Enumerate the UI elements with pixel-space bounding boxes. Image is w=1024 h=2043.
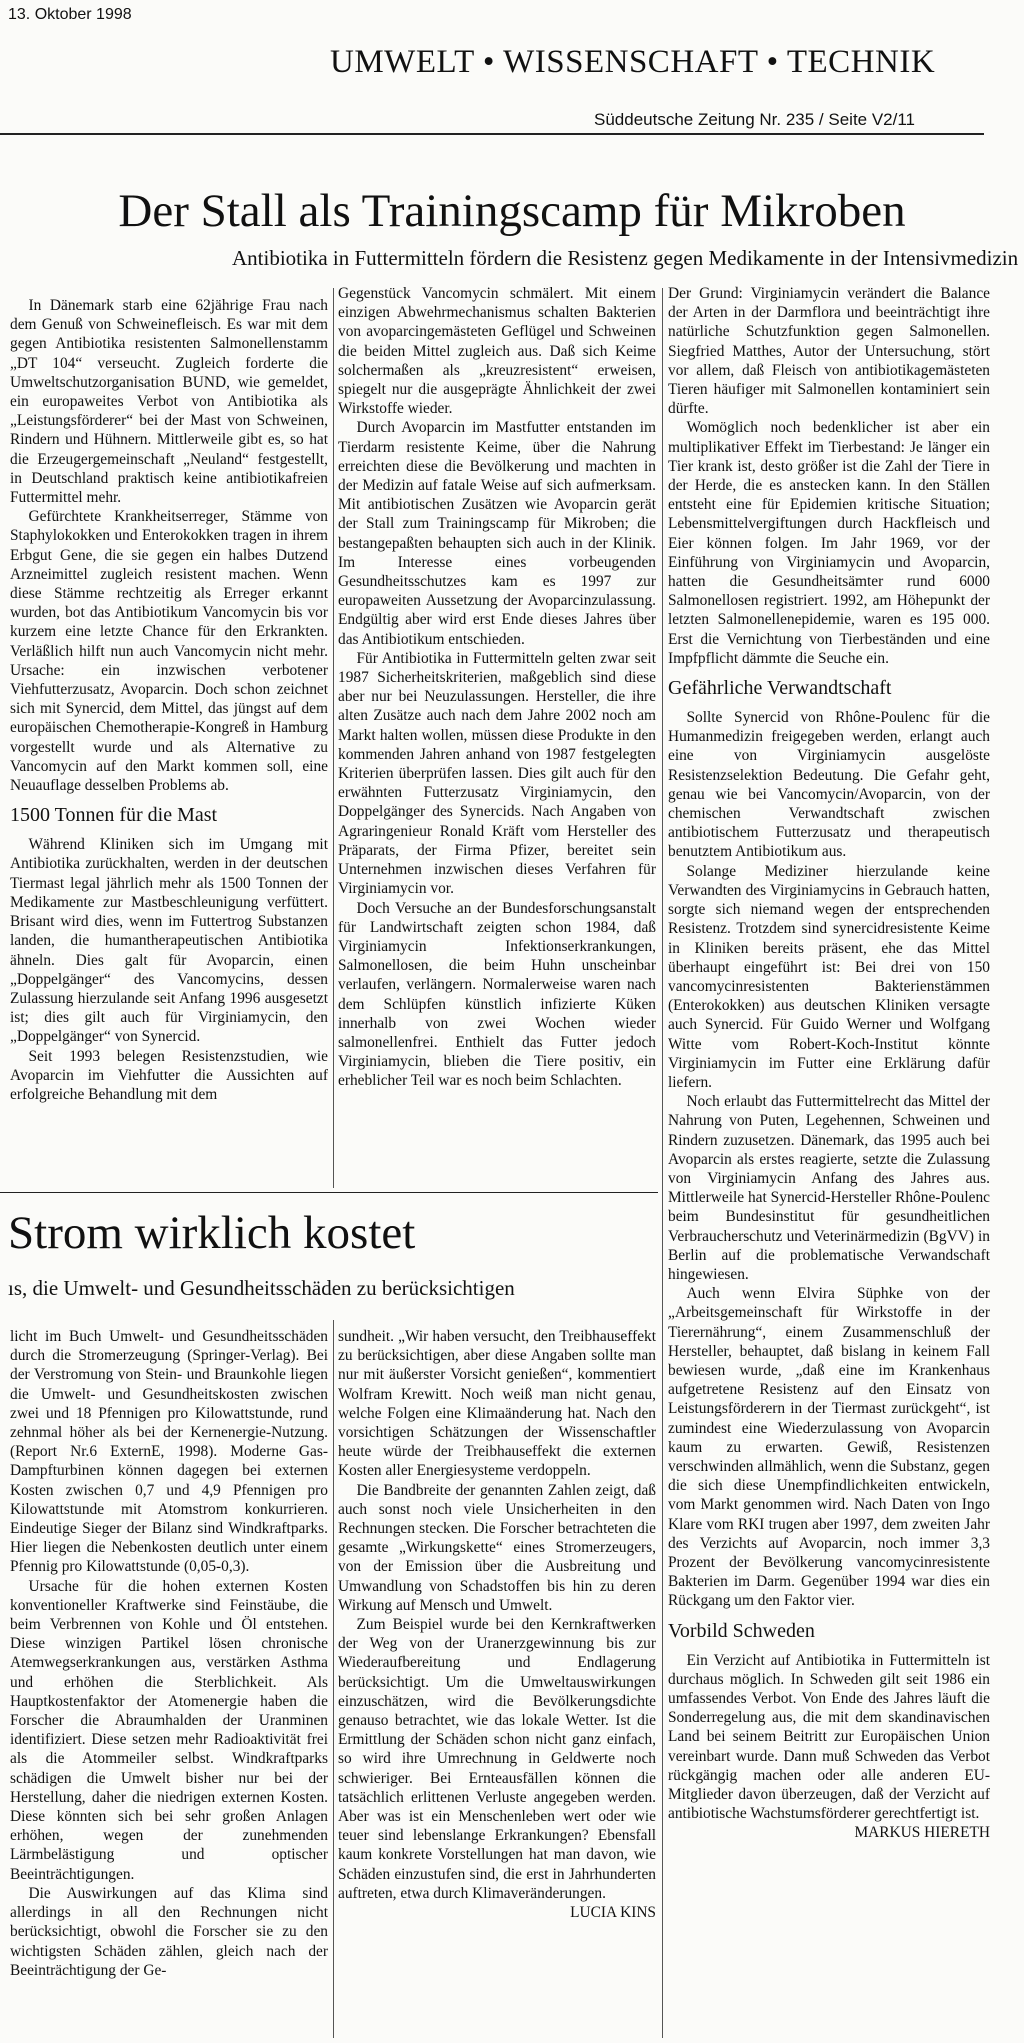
paragraph: Womöglich noch bedenklicher ist aber ein multiplikativer Effekt im Tierbestand: Je länger ein Tier krank ist, desto größer ist die Zahl der Tiere in der Herde, die es anstecken kann. In den Ställen entsteht eine für Epidemien kritische Situation; Lebensmittelvergiftungen durch Hackfleisch und Eier können folgen. Im Jahr 1969, vor der Einführung von Virginiamycin und Avoparcin, hatten die Gesundheitsämter rund 6000 Salmonellosen registriert. 1992, am Höhepunkt der letzten Salmonellenepidemie, waren es 195 000. Erst die Vernichtung von Tierbeständen und eine Impfpflicht dämmte die Seuche ein. — [668, 419, 990, 667]
column-divider — [333, 288, 334, 1188]
paragraph: Solange Mediziner hierzulande keine Verwandten des Virginiamycins in Gebrauch hatten, sorgte sich niemand wegen der entsprechenden Resistenz. Trotzdem sind synercidresistente Keime in Kliniken bereits präsent, ehe das Mittel überhaupt eingeführt ist: Bei drei von 150 vancomycinresistenten Bakterienstämmen (Enterokokken) aus deutschen Kliniken versagte auch Synercid. Für Guido Werner und Wolfgang Witte vom Robert-Koch-Institut könnte Virginiamycin im Futter eine Erklärung dafür liefern. — [668, 862, 990, 1091]
article-column-4 — [10, 1327, 328, 1980]
section-title: UMWELT • WISSENSCHAFT • TECHNIK — [330, 44, 936, 80]
paragraph: Für Antibiotika in Futtermitteln gelten zwar seit 1987 Sicherheitskriterien, maßgeblich sind diese aber nur bei Neuzulassungen. Hersteller, die ihre alten Zusätze auch nach dem Jahre 2002 noch am Markt halten wollen, müssen diese Produkte in den kommenden Jahren anhand von 1987 festgelegten Kriterien überprüfen lassen. Dies gilt auch für den erwähnten Futterzusatz Virginiamycin, den Doppelgänger des Synercids. Nach Angaben von Agraringenieur Ronald Kräft vom Hersteller des Präparats, der Firma Pfizer, bereitet sein Unternehmen inzwischen dieses Verfahren für Virginiamycin vor. — [338, 649, 656, 898]
article-column-3 — [668, 284, 990, 1843]
issue-info: Süddeutsche Zeitung Nr. 235 / Seite V2/11 — [594, 110, 916, 129]
paragraph: Doch Versuche an der Bundesforschungsanstalt für Landwirtschaft zeigten schon 1984, daß Virginiamycin Infektionserkrankungen, Salmonellosen, die beim Huhn unscheinbar verlaufen, verlängern. Normalerweise waren nach dem Schlüpfen künstlich infizierte Küken innerhalb von zwei Wochen wieder salmonellenfrei. Enthielt das Futter jedoch Virginiamycin, blieben die Tiere positiv, ein erheblicher Teil war es noch beim Schlachten. — [338, 899, 656, 1090]
section-heading: 1500 Tonnen für die Mast — [10, 804, 218, 827]
author-byline: MARKUS HIERETH — [854, 1824, 990, 1842]
paragraph: Der Grund: Virginiamycin verändert die Balance der Arten in der Darmflora und beeinträchtigt ihre natürliche Schutzfunktion gegen Salmonellen. Siegfried Matthes, Autor der Untersuchung, stört vor allem, daß Fleisch von antibiotikagemästeten Tieren häufiger mit Salmonellen kontaminiert sein dürfte. — [668, 285, 990, 418]
article-headline: Strom wirklich kostet — [8, 1207, 416, 1259]
paragraph: Ursache für die hohen externen Kosten konventioneller Kraftwerke sind Feinstäube, die beim Verbrennen von Kohle und Öl entstehen. Diese winzigen Partikel lösen chronische Atemwegserkrankungen aus, verstärken Asthma und erhöhen die Sterblichkeit. Als Hauptkostenfaktor der Atomenergie haben die Forscher die Abraumhalden der Uranminen identifiziert. Diese setzen mehr Radioaktivität frei als die Atommeiler selbst. Windkraftparks schädigen die Umwelt bisher nur bei der Herstellung, daher die niedrigen externen Kosten. Diese könnten sich bei sehr großen Anlagen erhöhen, wegen der zunehmenden Lärmbelästigung und optischer Beeinträchtigungen. — [10, 1577, 328, 1883]
paragraph: Ein Verzicht auf Antibiotika in Futtermitteln ist durchaus möglich. In Schweden gilt seit 1986 ein umfassendes Verbot. Von Ende des Jahres läuft die Sonderregelung aus, die mit dem skandinavischen Land bei seinem Beitritt zur Europäischen Union vereinbart wurde. Dann muß Schweden das Verbot rückgängig machen oder alle anderen EU-Mitglieder davon überzeugen, daß der Verzicht auf antibiotische Wachstumsförderer gerechtfertigt ist. — [668, 1651, 990, 1823]
section-heading: Vorbild Schweden — [668, 1619, 815, 1642]
paragraph: Die Bandbreite der genannten Zahlen zeigt, daß auch sonst noch viele Unsicherheiten in den Rechnungen stecken. Die Forscher betrachteten die gesamte „Wirkungskette“ eines Stromerzeugers, von der Emission über die Ausbreitung und Umwandlung von Schadstoffen bis hin zu deren Wirkung auf Mensch und Umwelt. — [338, 1481, 656, 1614]
column-divider — [662, 288, 663, 2038]
paragraph: Während Kliniken sich im Umgang mit Antibiotika zurückhalten, werden in der deutschen Tiermast legal jährlich mehr als 1500 Tonnen der Medikamente zur Mastbeschleunigung verfüttert. Brisant wird dies, wenn im Futtertrog Substanzen landen, die humantherapeutischen Antibiotika ähneln. Dies galt für Avoparcin, einen „Doppelgänger“ des Vancomycins, dessen Zulassung hierzulande seit Anfang 1996 ausgesetzt ist; dies gilt auch für Virginiamycin, den „Doppelgänger“ von Synercid. — [10, 836, 328, 1046]
column-divider — [333, 1320, 334, 2038]
article-subheadline: ıs, die Umwelt- und Gesundheitsschäden zu berücksichtigen — [8, 1276, 515, 1300]
paragraph: In Dänemark starb eine 62jährige Frau nach dem Genuß von Schweinefleisch. Es war mit dem gegen Antibiotika resistenten Salmonellenstamm „DT 104“ verseucht. Zugleich forderte die Umweltschutzorganisation BUND, wie gemeldet, ein europaweites Verbot von Antibiotika als „Leistungsförderer“ bei der Mast von Schweinen, Rindern und Hühnern. Mittlerweile gibt es, so hat die Erzeugergemeinschaft „Neuland“ festgestellt, in Deutschland praktisch keine antibiotikafreien Futtermittel mehr. — [10, 297, 328, 507]
article-headline: Der Stall als Trainingscamp für Mikroben — [118, 185, 906, 237]
paragraph: Gefürchtete Krankheitserreger, Stämme von Staphylokokken und Enterokokken tragen in ihrem Erbgut Gene, die sie gegen ein halbes Dutzend Arzneimittel zugleich resistent machen. Wenn diese Stämme rechtzeitig als Erreger erkannt wurden, bot das Antibiotikum Vancomycin bis vor kurzem eine letzte Chance für den Erkrankten. Verläßlich hilft nun auch Vancomycin nicht mehr. Ursache: ein inzwischen verbotener Viehfutterzusatz, Avoparcin. Doch schon zeichnet sich mit Synercid, dem Mittel, das jüngst auf dem europäischen Chemotherapie-Kongreß in Hamburg vorgestellt wurde und als Alternative zu Vancomycin auf den Markt kommen soll, eine Neuauflage desselben Problems ab. — [10, 508, 328, 795]
publication-date: 13. Oktober 1998 — [8, 6, 132, 23]
article-separator — [0, 1192, 658, 1193]
paragraph: Sollte Synercid von Rhône-Poulenc für die Humanmedizin freigegeben werden, erlangt auch eine von Virginiamycin ausgelöste Resistenzselektion Bedeutung. Die Gefahr geht, genau wie bei Vancomycin/Avoparcin, von der chemischen Verwandtschaft zwischen antibiotischem Futterzusatz und therapeutisch benutztem Antibiotikum aus. — [668, 709, 990, 861]
article-subheadline: Antibiotika in Futtermitteln fördern die Resistenz gegen Medikamente in der Intensivmedizin — [232, 246, 1019, 270]
paragraph: Noch erlaubt das Futtermittelrecht das Mittel der Nahrung von Puten, Legehennen, Schweinen und Rindern zuzusetzen. Dänemark, das 1995 auch bei Avoparcin als erstes reagierte, setzte die Zulassung von Virginiamycin Anfang des Jahres aus. Mittlerweile hat Synercid-Hersteller Rhône-Poulenc beim Bundesinstitut für gesundheitlichen Verbraucherschutz und Veterinärmedizin (BgVV) in Berlin auf die problematische Verwandschaft hingewiesen. — [668, 1093, 990, 1283]
paragraph: Seit 1993 belegen Resistenzstudien, wie Avoparcin im Viehfutter die Aussichten auf erfolgreiche Behandlung mit dem — [10, 1047, 328, 1103]
paragraph: licht im Buch Umwelt- und Gesundheitsschäden durch die Stromerzeugung (Springer-Verlag). Bei der Verstromung von Stein- und Braunkohle liegen die Umwelt- und Gesundheitskosten zwischen zwei und 18 Pfennigen pro Kilowattstunde, rund zehnmal höher als bei der Kernenergie-Nutzung. (Report Nr.6 ExternE, 1998). Moderne Gas-Dampfturbinen können dagegen bei externen Kosten zwischen 0,7 und 4,9 Pfennigen pro Kilowattstunde mit Atomstrom konkurrieren. Eindeutige Sieger der Bilanz sind Windkraftparks. Hier liegen die Nebenkosten deutlich unter einem Pfennig pro Kilowattstunde (0,05-0,3). — [10, 1328, 328, 1576]
paragraph: Auch wenn Elvira Süphke von der „Arbeitsgemeinschaft für Wirkstoffe in der Tierernährung“, einem Zusammenschluß der Hersteller, behauptet, daß bislang in keinem Fall bewiesen wurde, „daß eine im Krankenhaus aufgetretene Resistenz auf den Einsatz von Leistungsförderern in der Tiermast zurückgeht“, ist zumindest eine Wiederzulassung von Avoparcin kaum zu erwarten. Gewiß, Resistenzen verschwinden allmählich, wenn die Substanz, gegen die sich diese Unempfindlichkeiten entwickeln, vom Markt genommen wird. Nach Daten von Ingo Klare vom RKI trugen aber 1997, dem zweiten Jahr des Verzichts auf Avoparcin, noch immer 3,3 Prozent der Bevölkerung vancomycinresistente Bakterien im Darm. Gegenüber 1994 war dies ein Rückgang um den Faktor vier. — [668, 1285, 990, 1610]
paragraph: sundheit. „Wir haben versucht, den Treibhauseffekt zu berücksichtigen, aber diese Angaben sollte man nur mit äußerster Vorsicht genießen“, kommentiert Wolfram Krewitt. Noch weiß man nicht genau, welche Folgen eine Klimaänderung hat. Nach den vorsichtigen Schätzungen der Wissenschaftler heute würde der Treibhauseffekt die externen Kosten aller Energiesysteme verdoppeln. — [338, 1328, 656, 1480]
article-column-1 — [10, 296, 328, 1104]
paragraph: Gegenstück Vancomycin schmälert. Mit einem einzigen Abwehrmechanismus schalten Bakterien von avoparcingemästeten Geflügel und Schweinen die beiden Mittel zugleich aus. Daß sich Keime solchermaßen als „kreuzresistent“ erweisen, spiegelt nur die ausgeprägte Ähnlichkeit der zwei Wirkstoffe wieder. — [338, 285, 656, 418]
paragraph: Zum Beispiel wurde bei den Kernkraftwerken der Weg von der Uranerzgewinnung bis zur Wiederaufbereitung und Endlagerung berücksichtigt. Um die Umweltauswirkungen einzuschätzen, wird die Bevölkerungsdichte genauso betrachtet, wie das lokale Wetter. Ist die Ermittlung der Schäden schon nicht ganz einfach, so wird ihre Umrechnung in Geldwerte noch schwieriger. Bei Ernteausfällen können die tatsächlich erlittenen Verluste angegeben werden. Aber was ist ein Menschenleben wert oder wie teuer sind lebenslange Erkrankungen? Ebensfall kaum konkrete Vorstellungen hat man davon, wie Schäden einzustufen sind, die erst in Jahrhunderten auftreten, etwa durch Klimaveränderungen. — [338, 1616, 656, 1902]
article-column-2 — [338, 284, 656, 1091]
header-rule — [0, 133, 984, 135]
author-byline: LUCIA KINS — [570, 1904, 656, 1922]
section-heading: Gefährliche Verwandtschaft — [668, 677, 892, 700]
paragraph: Die Auswirkungen auf das Klima sind allerdings in all den Rechnungen nicht berücksichtigt, obwohl die Forscher sie zu den wichtigsten Schäden zählen, gleich nach der Beeinträchtigung der Ge- — [10, 1884, 328, 1979]
article-column-5 — [338, 1327, 656, 1922]
paragraph: Durch Avoparcin im Mastfutter entstanden im Tierdarm resistente Keime, über die Nahrung erreichten diese die Bevölkerung und machten in der Medizin auf fatale Weise auf sich aufmerksam. Mit antibiotischen Zusätzen wie Avoparcin gerät der Stall zum Trainingscamp für Mikroben; die bestangepaßten behaupten sich auch in der Klinik. Im Interesse eines vorbeugenden Gesundheitsschutzes kam es 1997 zur europaweiten Aussetzung der Avoparcinzulassung. Endgültig aber wird erst Ende dieses Jahres über das Antibiotikum entschieden. — [338, 419, 656, 648]
